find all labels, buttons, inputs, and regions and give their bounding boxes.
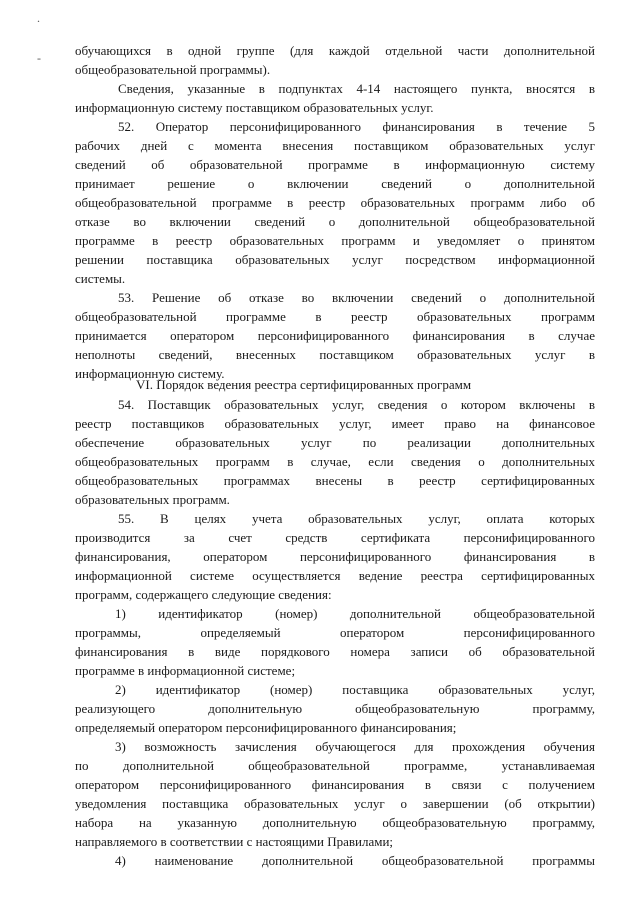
- text-line: обучающихся в одной группе (для каждой отдельной части дополнительной: [75, 43, 595, 58]
- list-item: 1) идентификатор (номер) дополнительной общеобразовательной: [115, 606, 595, 621]
- text-line: отказе во включении сведений о дополнительной общеобразовательной: [75, 214, 595, 229]
- margin-mark: .: [37, 11, 40, 25]
- text-line: программ, содержащего следующие сведения:: [75, 587, 332, 602]
- text-line: системы.: [75, 271, 126, 286]
- list-item: 2) идентификатор (номер) поставщика образовательных услуг,: [115, 682, 595, 697]
- text-line: общеобразовательной программы).: [75, 62, 271, 77]
- text-line: 52. Оператор персонифицированного финансирования в течение 5: [118, 119, 595, 134]
- text-line: неполноты сведений, внесенных поставщиком образовательных услуг в: [75, 347, 595, 362]
- list-item: 3) возможность зачисления обучающегося для прохождения обучения: [115, 739, 595, 754]
- text-line: оператором персонифицированного финансирования в связи с получением: [75, 777, 595, 792]
- text-line: по дополнительной общеобразовательной программе, устанавливаемая: [75, 758, 595, 773]
- text-line: программе в информационной системе;: [75, 663, 296, 678]
- text-line: информационную систему.: [75, 366, 225, 381]
- text-line: принимается оператором персонифицированного финансирования в случае: [75, 328, 595, 343]
- text-line: сведений об образовательной программе в информационную систему: [75, 157, 595, 172]
- text-line: общеобразовательных программ в случае, если сведения о дополнительных: [75, 454, 595, 469]
- text-line: решении поставщика образовательных услуг посредством информационной: [75, 252, 595, 267]
- text-line: уведомления поставщика образовательных услуг о завершении (об открытии): [75, 796, 595, 811]
- text-line: Сведения, указанные в подпунктах 4-14 настоящего пункта, вносятся в: [118, 81, 595, 96]
- text-line: финансирования, оператором персонифицированного финансирования в: [75, 549, 595, 564]
- text-line: финансирования в виде порядкового номера записи об образовательной: [75, 644, 595, 659]
- margin-mark: -: [37, 51, 41, 65]
- text-line: производится за счет средств сертификата персонифицированного: [75, 530, 595, 545]
- text-line: рабочих дней с момента внесения поставщиком образовательных услуг: [75, 138, 595, 153]
- text-line: общеобразовательной программе в реестр образовательных программ: [75, 309, 595, 324]
- text-line: информационную систему поставщиком образовательных услуг.: [75, 100, 434, 115]
- text-line: реестр поставщиков образовательных услуг, имеет право на финансовое: [75, 416, 595, 431]
- text-line: информационной системе осуществляется ведение реестра сертифицированных: [75, 568, 595, 583]
- text-line: общеобразовательной программе в реестр образовательных программ либо об: [75, 195, 595, 210]
- text-line: обеспечение образовательных услуг по реализации дополнительных: [75, 435, 595, 450]
- text-line: 55. В целях учета образовательных услуг, оплата которых: [118, 511, 595, 526]
- list-item: 4) наименование дополнительной общеобразовательной программы: [115, 853, 595, 868]
- text-line: программы, определяемый оператором персонифицированного: [75, 625, 595, 640]
- text-line: направляемого в соответствии с настоящими Правилами;: [75, 834, 394, 849]
- text-line: общеобразовательных программах внесены в реестр сертифицированных: [75, 473, 595, 488]
- text-line: программе в реестр образовательных программ и уведомляет о принятом: [75, 233, 595, 248]
- text-line: реализующего дополнительную общеобразовательную программу,: [75, 701, 595, 716]
- section-heading: VI. Порядок ведения реестра сертифицированных программ: [136, 377, 472, 392]
- text-line: определяемый оператором персонифицированного финансирования;: [75, 720, 457, 735]
- text-line: набора на указанную дополнительную общеобразовательную программу,: [75, 815, 595, 830]
- text-line: образовательных программ.: [75, 492, 230, 507]
- text-line: 53. Решение об отказе во включении сведений о дополнительной: [118, 290, 595, 305]
- text-line: 54. Поставщик образовательных услуг, сведения о котором включены в: [118, 397, 595, 412]
- text-line: принимает решение о включении сведений о дополнительной: [75, 176, 595, 191]
